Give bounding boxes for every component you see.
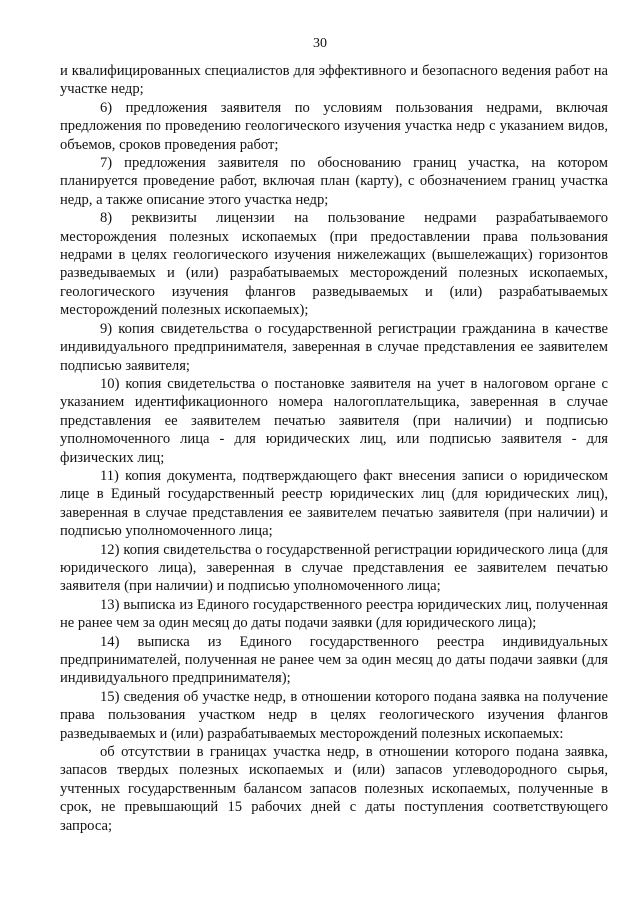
paragraph-item-15: 15) сведения об участке недр, в отношении которого подана заявка на получение права пользования участком недр в целях геологического изучения флангов разведываемых и (или) разрабатываемых месторождений полезных ископаемых: (60, 688, 608, 742)
paragraph-subitem: об отсутствии в границах участка недр, в отношении которого подана заявка, запасов твердых полезных ископаемых и (или) запасов углеводородного сырья, учтенных государственным балансом запасов полезных ископаемых, полученные в срок, не превышающий 15 рабочих дней с даты поступления соответствующего запроса; (60, 744, 608, 834)
page-number: 30 (313, 36, 327, 51)
paragraph-item-9: 9) копия свидетельства о государственной регистрации гражданина в качестве индивидуального предпринимателя, заверенная в случае представления ее заявителем подписью заявителя; (60, 320, 608, 374)
page-content (60, 62, 608, 835)
paragraph-item-11: 11) копия документа, подтверждающего факт внесения записи о юридическом лице в Единый государственный реестр юридических лиц (для юридических лиц), заверенная в случае представления ее заявителем печатью заявителя (при наличии) и подписью уполномоченного лица; (60, 467, 608, 540)
paragraph-item-14: 14) выписка из Единого государственного реестра индивидуальных предпринимателей, полученная не ранее чем за один месяц до даты подачи заявки (для индивидуального предпринимателя); (60, 633, 608, 687)
paragraph-item-6: 6) предложения заявителя по условиям пользования недрами, включая предложения по проведению геологического изучения участка недр с указанием видов, объемов, сроков проведения работ; (60, 99, 608, 153)
paragraph-item-12: 12) копия свидетельства о государственной регистрации юридического лица (для юридического лица), заверенная в случае представления ее заявителем печатью заявителя (при наличии) и подписью уполномоченного лица; (60, 541, 608, 595)
paragraph-item-8: 8) реквизиты лицензии на пользование недрами разрабатываемого месторождения полезных ископаемых (при предоставлении права пользования недрами в целях геологического изучения нижележащих (вышележащих) горизонтов разведываемых и (или) разрабатываемых месторождений полезных ископаемых, геологического изучения флангов разведываемых и (или) разрабатываемых месторождений полезных ископаемых); (60, 210, 608, 319)
paragraph-item-10: 10) копия свидетельства о постановке заявителя на учет в налоговом органе с указанием идентификационного номера налогоплательщика, заверенная в случае представления ее заявителем печатью заявителя (при наличии) и подписью уполномоченного лица - для юридических лиц, или подписью заявителя - для физических лиц; (60, 375, 608, 466)
paragraph-continuation: и квалифицированных специалистов для эффективного и безопасного ведения работ на участке недр; (60, 63, 608, 98)
paragraph-item-7: 7) предложения заявителя по обоснованию границ участка, на котором планируется проведение работ, включая план (карту), с обозначением границ участка недр, а также описание этого участка недр; (60, 155, 608, 208)
paragraph-item-13: 13) выписка из Единого государственного реестра юридических лиц, полученная не ранее чем за один месяц до даты подачи заявки (для юридического лица); (60, 596, 608, 632)
